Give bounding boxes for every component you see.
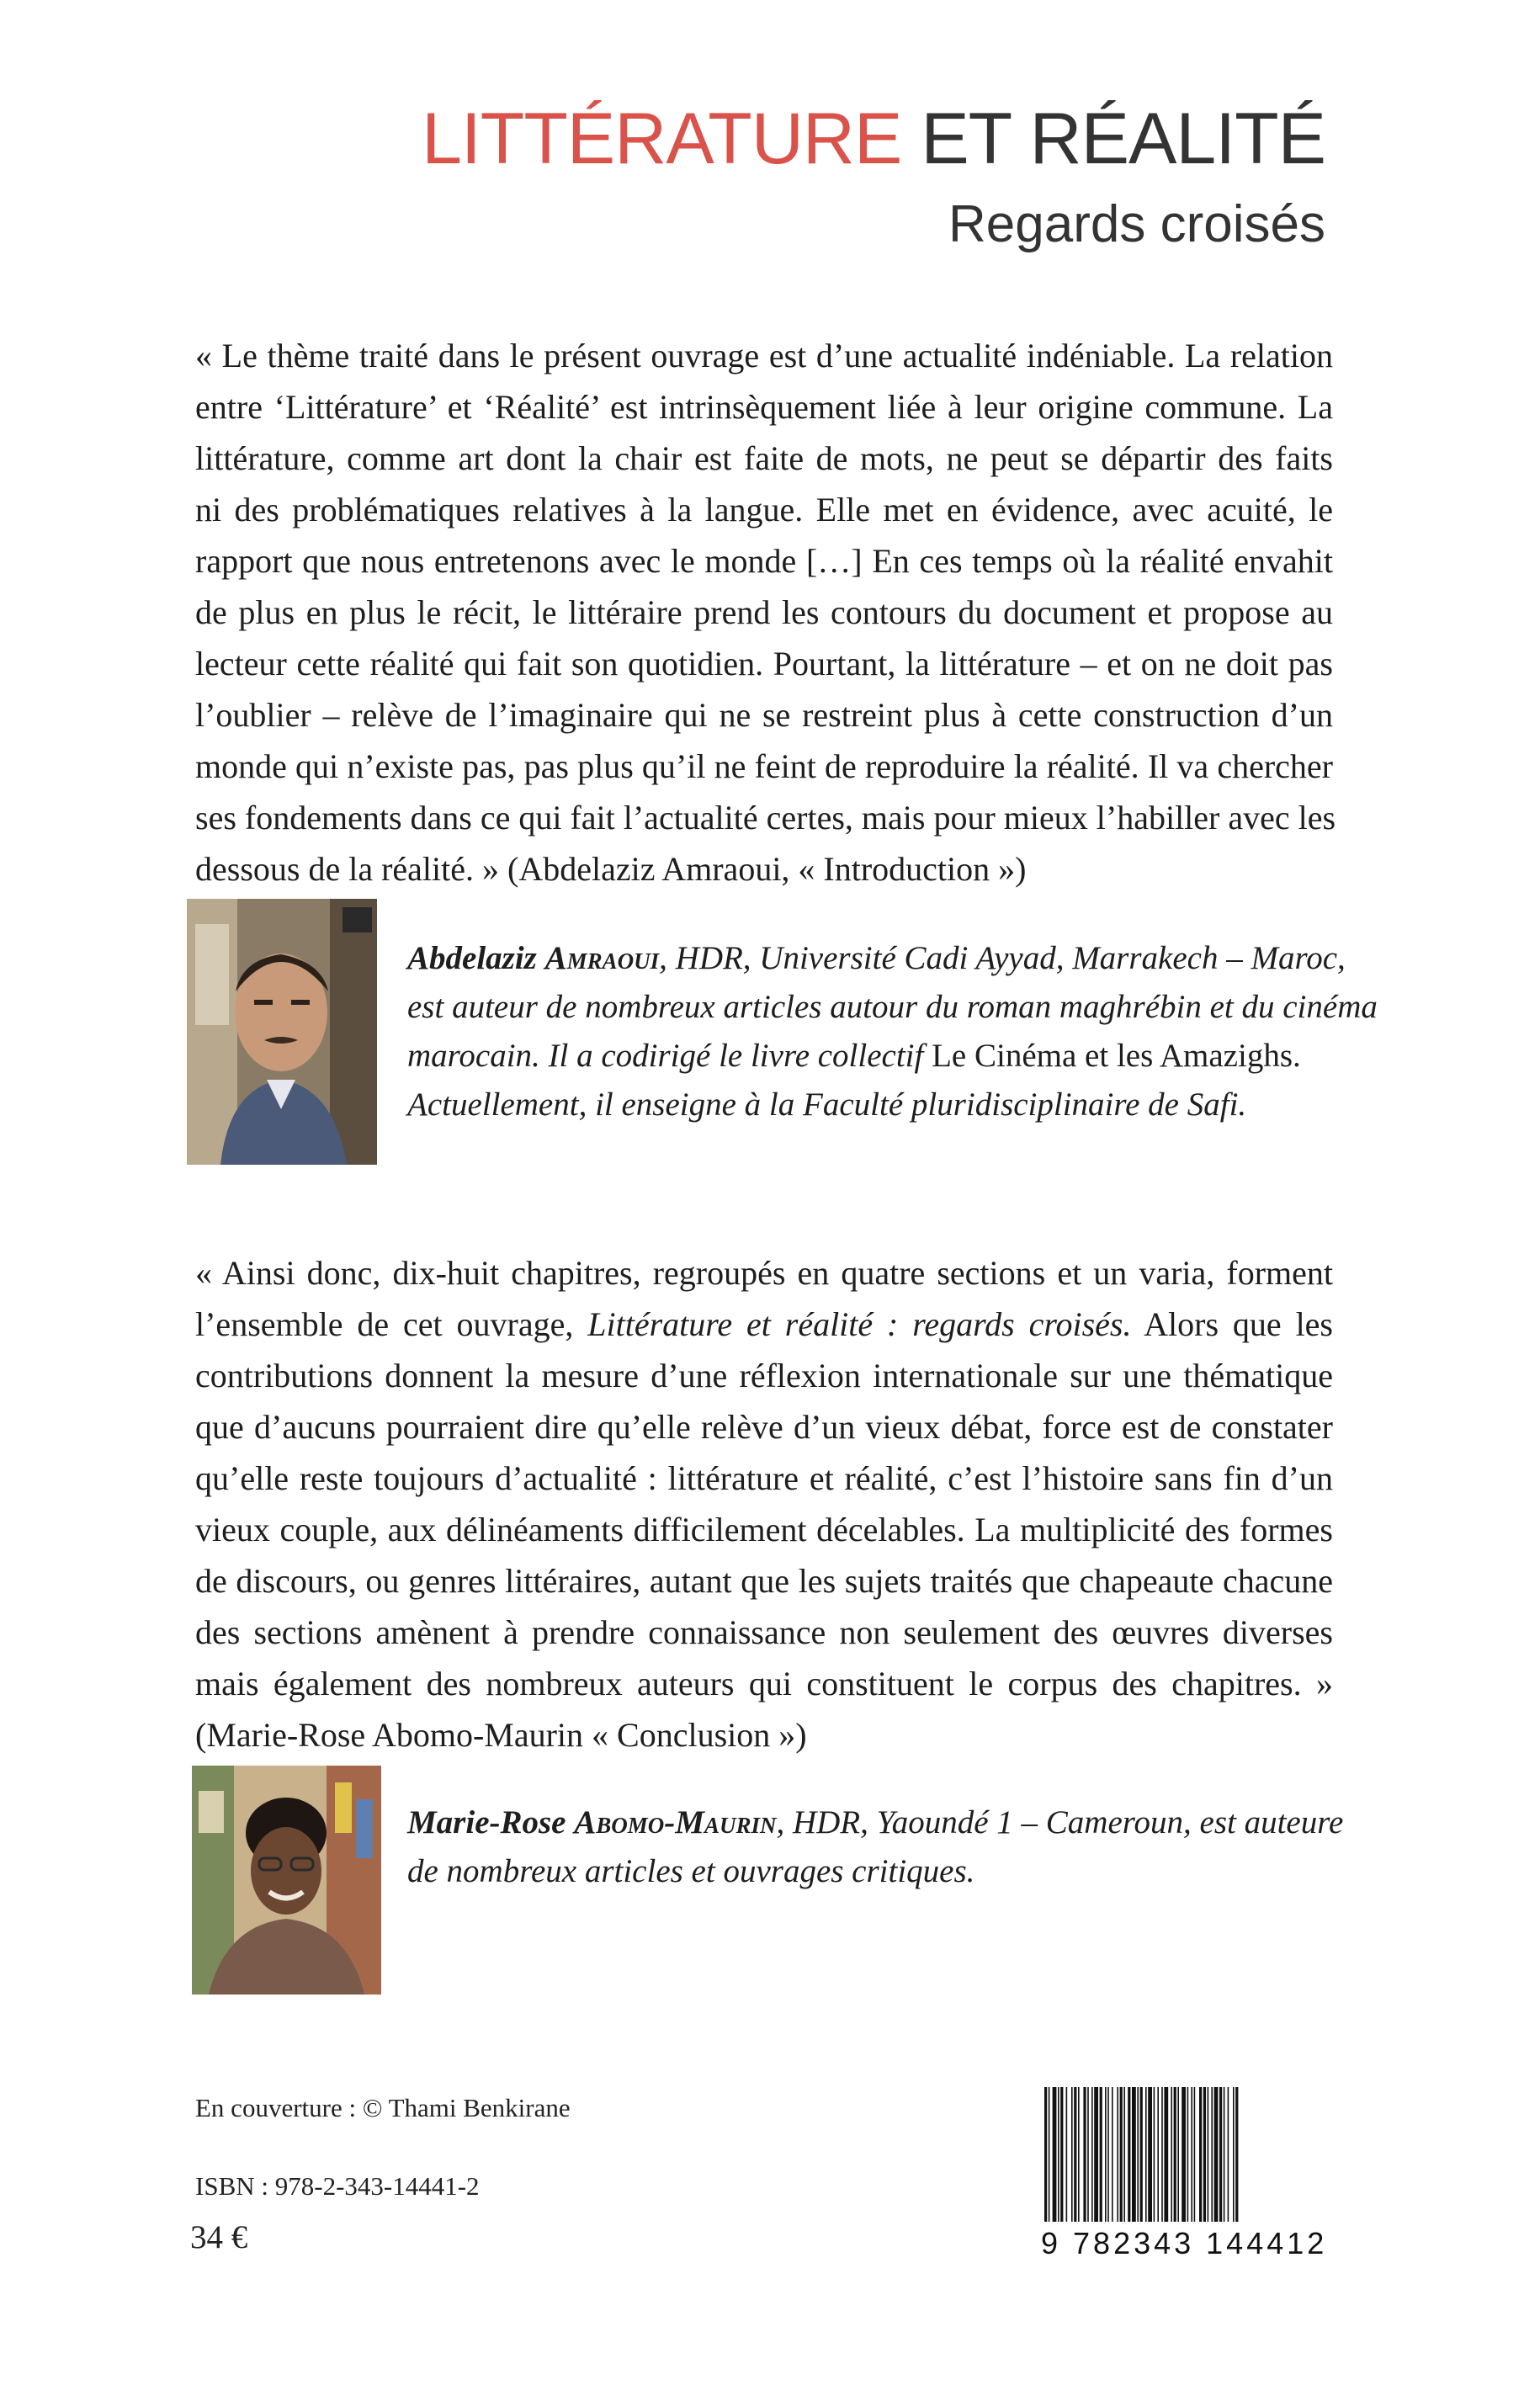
- quote1-line: dessous de la réalité. » (Abdelaziz Amraoui, « Introduction »): [195, 850, 1027, 888]
- barcode-bar: [1140, 2087, 1143, 2222]
- barcode-bar: [1117, 2087, 1118, 2222]
- author1-portrait-image: [187, 899, 377, 1165]
- author1-codirected: marocain. Il a codirigé le livre collectif: [407, 1038, 924, 1074]
- barcode-bar: [1094, 2087, 1098, 2222]
- quote-conclusion: [195, 1247, 1333, 1761]
- barcode-bar: [1128, 2087, 1130, 2222]
- barcode-bar: [1208, 2087, 1209, 2222]
- barcode-bar: [1058, 2087, 1059, 2222]
- barcode-bar: [1154, 2087, 1155, 2222]
- barcode-bar: [1120, 2087, 1123, 2222]
- book-title: [422, 99, 1325, 179]
- isbn: ISBN : 978-2-343-14441-2: [195, 2171, 480, 2201]
- book-subtitle: Regards croisés: [948, 194, 1325, 253]
- title-block: [422, 99, 1325, 253]
- quote2-line: « Ainsi donc, dix-huit chapitres, regroupés en quatre sections et un varia, forment: [195, 1254, 1333, 1292]
- barcode-bar: [1078, 2087, 1080, 2222]
- barcode-bar: [1148, 2087, 1152, 2222]
- barcode-bar: [1123, 2087, 1125, 2222]
- barcode-bar: [1053, 2087, 1057, 2222]
- barcode-bar: [1091, 2087, 1093, 2222]
- barcode-bar: [1199, 2087, 1202, 2222]
- author1-bio-line: Actuellement, il enseigne à la Faculté pluridisciplinaire de Safi.: [407, 1086, 1247, 1123]
- barcode-bar: [1233, 2087, 1235, 2222]
- barcode-bar: [1157, 2087, 1159, 2222]
- quote2-line: qu’elle reste toujours d’actualité : littérature et réalité, c’est l’histoire sans fin d’un: [195, 1459, 1333, 1497]
- barcode-bar: [1187, 2087, 1189, 2222]
- barcode-bar: [1164, 2087, 1168, 2222]
- quote2-line: (Marie-Rose Abomo-Maurin « Conclusion »): [195, 1716, 807, 1754]
- price: 34 €: [190, 2219, 248, 2255]
- author1-bio: [407, 934, 1378, 1129]
- barcode-number: 9 782343 144412: [1041, 2226, 1328, 2260]
- quote1-line: entre ‘Littérature’ et ‘Réalité’ est intrinsèquement liée à leur origine commune. La: [195, 388, 1333, 426]
- barcode-bar: [1100, 2087, 1102, 2222]
- quote1-line: l’oublier – relève de l’imaginaire qui ne se restreint plus à cette construction d’un: [195, 696, 1333, 734]
- title-word-litterature: LITTÉRATURE: [422, 98, 902, 179]
- author1-bio-line: [407, 1032, 1378, 1081]
- quote2-line: contributions donnent la mesure d’une réflexion internationale sur une thématique: [195, 1357, 1333, 1394]
- quote2-line: [195, 1299, 1333, 1350]
- barcode-bar: [1211, 2087, 1213, 2222]
- quote1-line: « Le thème traité dans le présent ouvrage est d’une actualité indéniable. La relation: [195, 337, 1333, 374]
- barcode-bar: [1049, 2087, 1050, 2222]
- author2-affiliation: , HDR, Yaoundé 1 – Cameroun, est auteure: [776, 1804, 1344, 1841]
- barcode-bar: [1137, 2087, 1139, 2222]
- author1-photo: [187, 899, 377, 1165]
- barcode-bar: [1112, 2087, 1113, 2222]
- quote1-line: monde qui n’existe pas, pas plus qu’il ne feint de reproduire la réalité. Il va chercher: [195, 747, 1333, 785]
- barcode-bar: [1066, 2087, 1068, 2222]
- barcode-bar: [1171, 2087, 1172, 2222]
- barcode-bar: [1235, 2087, 1238, 2222]
- author2-bio-line: de nombreux articles et ouvrages critiques.: [407, 1853, 975, 1889]
- barcode-bar: [1177, 2087, 1179, 2222]
- author2-bio: [407, 1798, 1343, 1896]
- quote1-line: littérature, comme art dont la chair est faite de mots, ne peut se départir des faits: [195, 439, 1333, 477]
- barcode-bar: [1083, 2087, 1086, 2222]
- quote1-line: rapport que nous entretenons avec le monde […] En ces temps où la réalité envahit: [195, 542, 1333, 580]
- barcode-bar: [1074, 2087, 1076, 2222]
- quote2-book-title: Littérature et réalité : regards croisés.: [587, 1305, 1132, 1343]
- author2-first-name: Marie-Rose: [407, 1804, 566, 1841]
- quote2-line: de discours, ou genres littéraires, autant que les sujets traités que chapeaute chacune: [195, 1562, 1333, 1600]
- barcode-bar: [1214, 2087, 1219, 2222]
- author1-affiliation: , HDR, Université Cadi Ayyad, Marrakech – Maroc,: [659, 940, 1346, 976]
- quote1-line: lecteur cette réalité qui fait son quotidien. Pourtant, la littérature – et on ne doit pas: [195, 645, 1333, 683]
- barcode-bar: [1145, 2087, 1147, 2222]
- barcode-bar: [1191, 2087, 1192, 2222]
- quote1-line: de plus en plus le récit, le littéraire prend les contours du document et propose au: [195, 593, 1333, 631]
- author1-last-name: Amraoui: [544, 940, 660, 976]
- barcode-bar: [1182, 2087, 1186, 2222]
- barcode-bar: [1060, 2087, 1063, 2222]
- barcode-bar: [1161, 2087, 1163, 2222]
- quote2-line2-start: l’ensemble de cet ouvrage,: [195, 1305, 588, 1343]
- author1-bio-line: est auteur de nombreux articles autour du roman maghrébin et du cinéma: [407, 989, 1378, 1025]
- barcode-bar: [1132, 2087, 1136, 2222]
- quote1-line: ni des problématiques relatives à la langue. Elle met en évidence, avec acuité, le: [195, 491, 1333, 529]
- quote2-line: que d’aucuns pourraient dire qu’elle relève d’un vieux débat, force est de constater: [195, 1408, 1333, 1446]
- barcode-bar: [1107, 2087, 1109, 2222]
- quote-introduction: [195, 330, 1336, 895]
- author1-bio-line: [407, 934, 1378, 983]
- quote2-line: des sections amènent à prendre connaissance non seulement des œuvres diverses: [195, 1613, 1333, 1651]
- author2-portrait-image: [192, 1766, 381, 1995]
- quote2-line: vieux couple, aux délinéaments difficilement décelables. La multiplicité des formes: [195, 1511, 1333, 1548]
- barcode-bar: [1105, 2087, 1107, 2222]
- barcode-bars: [1041, 2087, 1324, 2222]
- barcode-bar: [1203, 2087, 1206, 2222]
- author1-book-title: Le Cinéma et les Amazighs.: [923, 1038, 1301, 1074]
- barcode-bar: [1071, 2087, 1073, 2222]
- title-word-realite: ET RÉALITÉ: [921, 98, 1325, 179]
- barcode-bar: [1219, 2087, 1222, 2222]
- barcode-bar: [1224, 2087, 1225, 2222]
- quote2-line: mais également des nombreux auteurs qui constituent le corpus des chapitres. »: [195, 1665, 1333, 1702]
- author1-first-name: Abdelaziz: [407, 940, 537, 976]
- barcode-bar: [1228, 2087, 1229, 2222]
- author2-bio-line: [407, 1798, 1343, 1847]
- quote2-line2-end: Alors que les: [1131, 1305, 1333, 1343]
- author2-photo: [192, 1766, 381, 1995]
- cover-credit: En couverture : © Thami Benkirane: [195, 2093, 571, 2122]
- author2-last-name: Abomo-Maurin: [574, 1804, 777, 1841]
- barcode-bar: [1194, 2087, 1196, 2222]
- barcode-bar: [1174, 2087, 1176, 2222]
- barcode-bar: [1087, 2087, 1089, 2222]
- quote1-line: ses fondements dans ce qui fait l’actualité certes, mais pour mieux l’habiller avec les: [195, 799, 1336, 837]
- barcode-bar: [1044, 2087, 1047, 2222]
